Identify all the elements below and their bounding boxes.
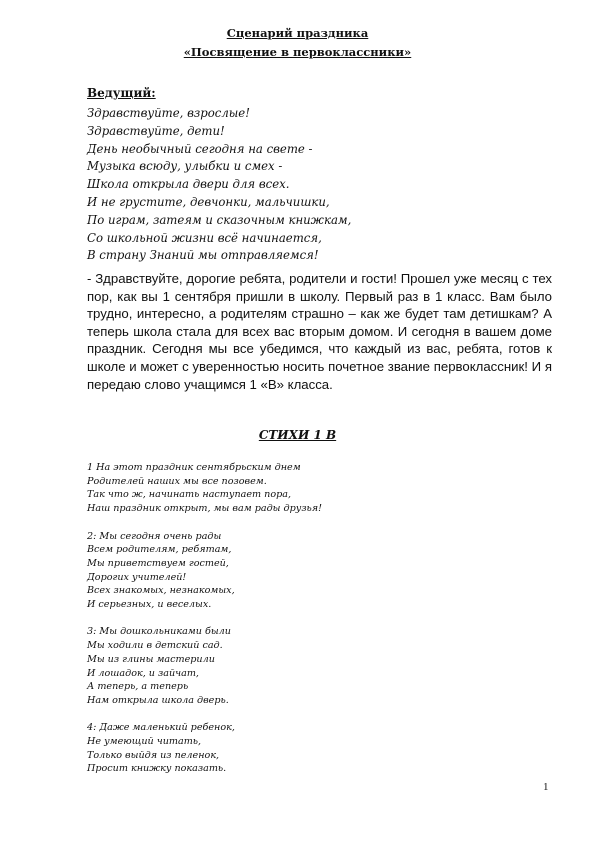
- verse-line: Всех знакомых, незнакомых,: [87, 585, 235, 597]
- poem-line: В страну Знаний мы отправляемся!: [87, 248, 319, 263]
- poem-line: Здравствуйте, дети!: [87, 123, 225, 138]
- poem-line: И не грустите, девчонки, мальчишки,: [87, 194, 330, 209]
- verse-line: 2: Мы сегодня очень рады: [87, 530, 222, 542]
- verse-line: Мы ходили в детский сад.: [87, 640, 223, 652]
- verse-line: Мы приветствуем гостей,: [87, 557, 229, 569]
- poem-line: Здравствуйте, взрослые!: [87, 106, 250, 120]
- page-number: 1: [543, 781, 549, 793]
- poem-line: День необычный сегодня на свете -: [87, 141, 313, 156]
- poem-line: Школа открыла двери для всех.: [87, 177, 290, 192]
- verse-line: 1 На этот праздник сентябрьским днем: [87, 462, 301, 473]
- verse-line: Так что ж, начинать наступает пора,: [87, 489, 292, 501]
- verse-line: Мы из глины мастерили: [87, 653, 215, 665]
- verse-block: [87, 461, 322, 516]
- verses-heading: СТИХИ 1 В: [258, 428, 337, 442]
- verse-block: [87, 625, 322, 707]
- host-label: Ведущий:: [87, 86, 156, 100]
- verse-line: И лошадок, и зайчат,: [87, 667, 199, 679]
- verse-block: [87, 721, 322, 776]
- verse-line: И серьезных, и веселых.: [87, 599, 212, 611]
- verse-line: 4: Даже маленький ребенок,: [87, 722, 235, 734]
- verse-block: [87, 530, 322, 612]
- poem-line: Со школьной жизни всё начинается,: [87, 230, 322, 245]
- poem-line: Музыка всюду, улыбки и смех -: [87, 159, 283, 174]
- verse-line: Нам открыла школа дверь.: [87, 694, 229, 706]
- verse-line: Всем родителям, ребятам,: [87, 544, 232, 556]
- verse-line: 3: Мы дошкольниками были: [87, 626, 231, 638]
- doc-title-line2: «Посвящение в первоклассники»: [183, 45, 412, 59]
- verse-line: Просит книжку показать.: [87, 763, 227, 775]
- poem-line: По играм, затеям и сказочным книжкам,: [87, 212, 352, 227]
- doc-title-line1: Сценарий праздника: [226, 26, 369, 40]
- verse-line: А теперь, а теперь: [87, 681, 189, 693]
- verses-list: [87, 461, 322, 790]
- verse-line: Только выйдя из пеленок,: [87, 749, 220, 761]
- verse-line: Не умеющий читать,: [87, 736, 202, 748]
- verse-line: Родителей наших мы все позовем.: [87, 475, 267, 487]
- opening-poem: [87, 105, 351, 265]
- verse-line: Дорогих учителей!: [87, 571, 187, 583]
- host-speech: - Здравствуйте, дорогие ребята, родители и гости! Прошел уже месяц с тех пор, как вы 1 сентября пришли в школу. Первый раз в 1 класс. Вам было трудно, интересно, а родителям страшно – как же будет там детишкам? А теперь школа стала для всех вас вторым домом. И сегодня в вашем доме праздник. Сегодня мы все убедимся, что каждый из вас, ребята, готов к школе и может с уверенностью носить почетное звание первоклассник! И я передаю слово учащимся 1 «В» класса.: [87, 271, 552, 392]
- verse-line: Наш праздник открыт, мы вам рады друзья!: [87, 503, 322, 515]
